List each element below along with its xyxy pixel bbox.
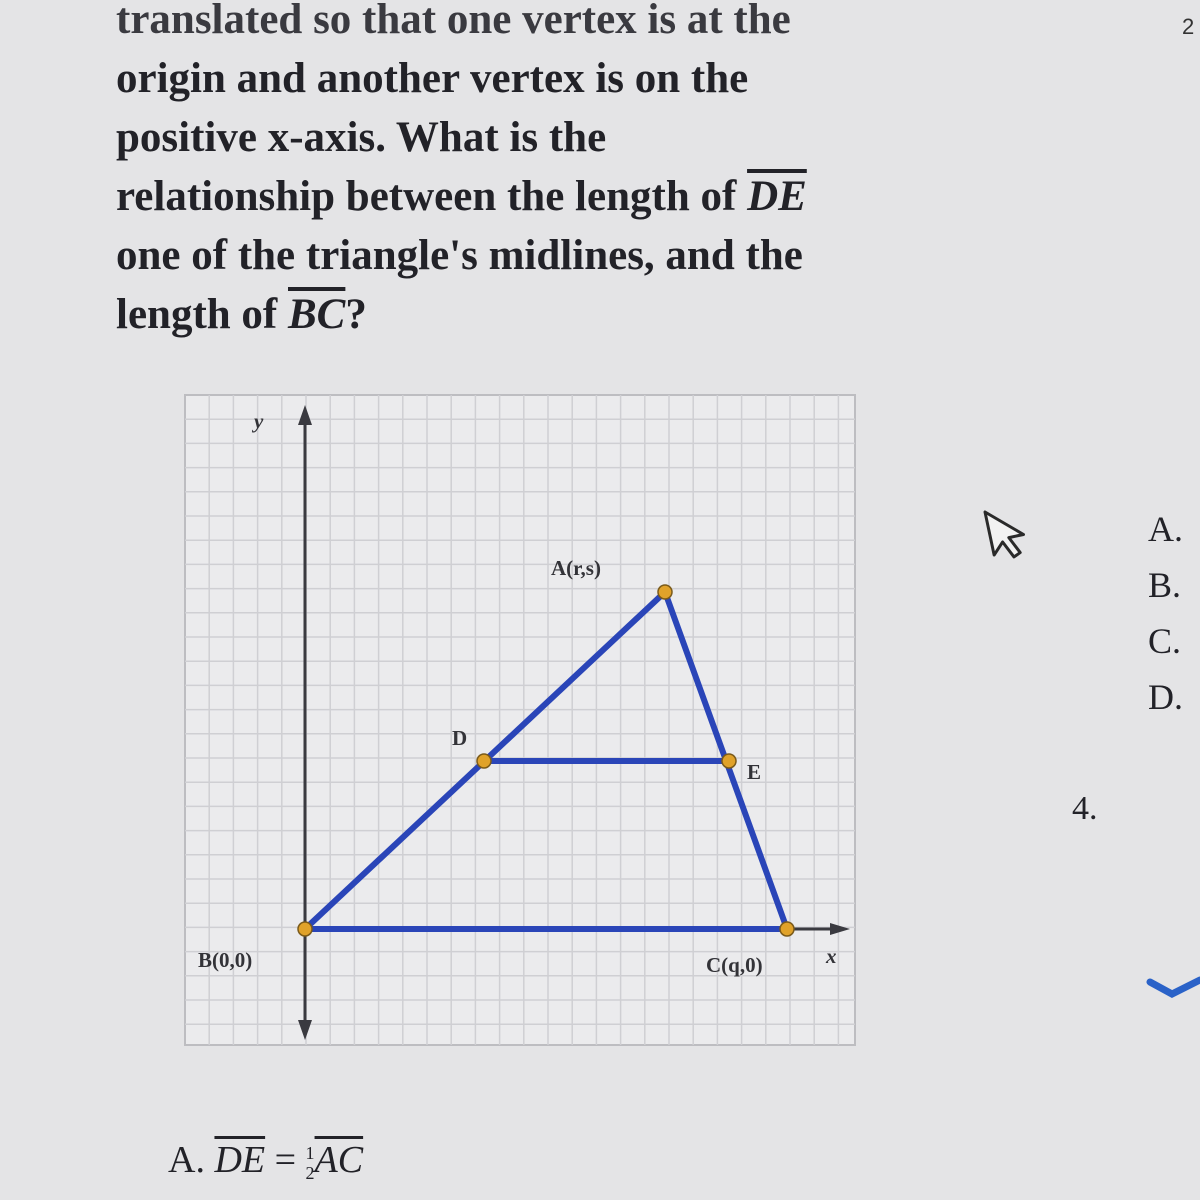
point-e bbox=[722, 754, 736, 768]
corner-fragment: 2 bbox=[1182, 14, 1195, 39]
point-c bbox=[780, 922, 794, 936]
answer-a-lhs: $\overline{DE}$ bbox=[214, 1139, 266, 1181]
answer-a-equals: = bbox=[274, 1139, 297, 1181]
label-c: C(q,0) bbox=[706, 953, 763, 977]
answer-a-fraction bbox=[306, 1143, 315, 1183]
side-choice-d: D. bbox=[1148, 677, 1183, 717]
segment-de-label: $\overline{DE}$ bbox=[747, 173, 807, 220]
segment-bc-label: $\overline{BC}$ bbox=[288, 291, 346, 338]
mouse-cursor-icon bbox=[985, 505, 1028, 561]
y-axis-label: y bbox=[254, 409, 264, 433]
question-mark: ? bbox=[345, 291, 367, 338]
side-choice-c: C. bbox=[1148, 621, 1182, 661]
fraction-numerator: 1 bbox=[305, 1143, 315, 1164]
question-line-1: origin and another vertex is on the bbox=[116, 55, 749, 102]
point-a bbox=[658, 585, 672, 599]
checkmark-stroke-icon bbox=[1150, 980, 1200, 994]
question-line-4: one of the triangle's midlines, and the bbox=[116, 232, 803, 279]
point-b bbox=[298, 922, 312, 936]
question-line-2: positive x-axis. What is the bbox=[116, 114, 607, 161]
question-line-0: translated so that one vertex is at the bbox=[116, 0, 791, 43]
side-choice-b: B. bbox=[1148, 565, 1182, 605]
fraction-denominator: 2 bbox=[305, 1163, 315, 1184]
question-line-3-text: relationship between the length of bbox=[116, 173, 748, 220]
question-line-5-text: length of bbox=[116, 291, 288, 338]
answer-a-rhs: $\overline{AC}$ bbox=[314, 1139, 364, 1181]
label-a: A(r,s) bbox=[551, 556, 601, 580]
side-choice-a: A. bbox=[1148, 509, 1183, 549]
answer-choice-a[interactable] bbox=[168, 1138, 363, 1183]
label-e: E bbox=[747, 760, 762, 784]
answer-a-prefix: A. bbox=[168, 1139, 205, 1181]
label-b: B(0,0) bbox=[198, 948, 253, 972]
x-axis-label: x bbox=[826, 944, 837, 968]
label-d: D bbox=[452, 726, 468, 750]
graph-grid bbox=[185, 395, 855, 1045]
point-d bbox=[477, 754, 491, 768]
question-number: 4. bbox=[1072, 790, 1098, 827]
